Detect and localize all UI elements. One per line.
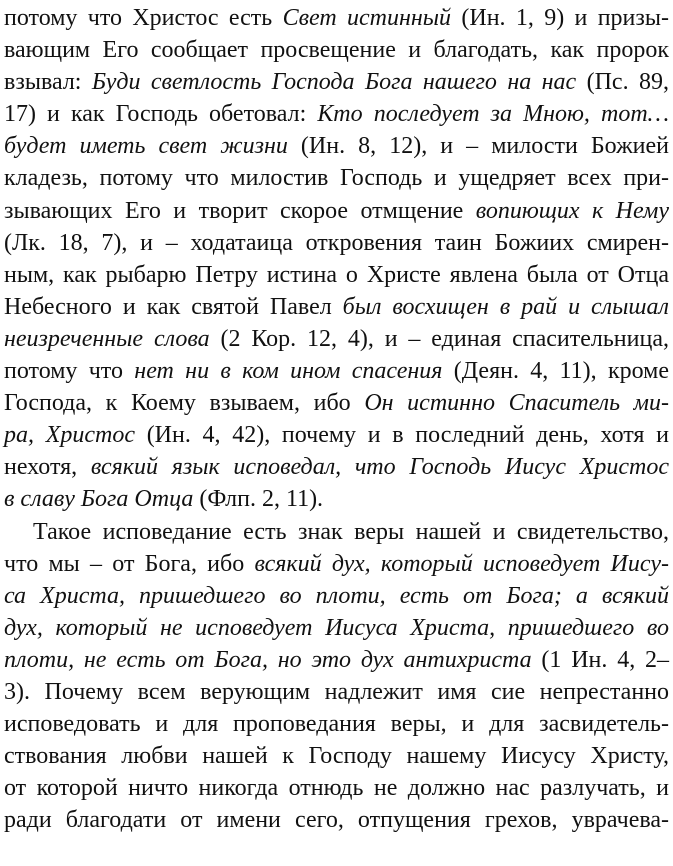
text-run: ным, как рыбарю Петру истина о Христе явлена была от Отца	[4, 261, 669, 288]
italic-quote: нет ни в ком ином спасения	[134, 358, 443, 385]
text-run: ствования любви нашей к Господу нашему Иисусу Христу,	[4, 743, 669, 770]
text-line	[4, 772, 669, 804]
text-line	[4, 451, 669, 483]
text-run: что мы – от Бога, ибо	[4, 550, 255, 577]
text-run: (Ин. 4, 42), почему и в последний день, хотя и	[135, 422, 670, 449]
text-run: исповедовать и для проповедания веры, и для засвидетель-	[4, 711, 669, 738]
text-run: Такое исповедание есть знак веры нашей и свидетельство,	[33, 518, 669, 545]
text-line	[4, 227, 669, 259]
text-line	[4, 804, 669, 836]
text-line	[4, 516, 669, 548]
italic-quote: дух, который не исповедует Иисуса Христа, пришедшего во	[4, 614, 669, 641]
text-line	[4, 580, 669, 612]
italic-quote: будет иметь свет жизни	[4, 133, 288, 160]
italic-quote: неизреченные слова	[4, 325, 210, 352]
text-run: (Ин. 8, 12), и – милости Божией	[287, 133, 669, 160]
text-run: (2 Кор. 12, 4), и – единая спасительница,	[209, 325, 669, 352]
text-line	[4, 130, 669, 162]
text-run: (Пс. 89,	[576, 69, 669, 96]
italic-quote: в славу Бога Отца	[4, 486, 194, 513]
text-line	[4, 355, 669, 387]
text-run: от которой ничто никогда отнюдь не должно нас разлучать, и	[4, 775, 669, 802]
text-line	[4, 259, 669, 291]
italic-quote: ра, Христос	[4, 422, 135, 449]
paragraph	[4, 516, 669, 837]
text-run: зывающих Его и творит скорое отмщение	[4, 197, 476, 224]
text-run: 3). Почему всем верующим надлежит имя сие непрестанно	[4, 678, 669, 705]
italic-quote: Он истинно Спаситель ми-	[364, 390, 669, 417]
italic-quote: плоти, не есть от Бога, но это дух антихриста	[4, 646, 532, 673]
text-line	[4, 612, 669, 644]
text-run: (Лк. 18, 7), и – ходатаица откровения таин Божиих смирен-	[4, 229, 669, 256]
text-line	[4, 676, 669, 708]
text-line	[4, 98, 669, 130]
text-line	[4, 291, 669, 323]
text-run: вающим Его сообщает просвещение и благодать, как пророк	[4, 37, 669, 64]
italic-quote: са Христа, пришедшего во плоти, есть от Бога; а всякий	[4, 582, 669, 609]
text-run: нехотя,	[4, 454, 91, 481]
text-run: потому что	[4, 358, 135, 385]
text-run: потому что Христос есть	[4, 5, 283, 31]
paragraph	[4, 2, 669, 516]
text-line	[4, 2, 669, 34]
italic-quote: всякий дух, который исповедует Иису-	[254, 550, 669, 577]
text-run: Господа, к Коему взываем, ибо	[4, 390, 365, 417]
text-line	[4, 740, 669, 772]
text-line	[4, 323, 669, 355]
text-run: кладезь, потому что милостив Господь и ущедряет всех при-	[4, 165, 669, 192]
text-line	[4, 483, 669, 515]
text-line	[4, 548, 669, 580]
text-run: Небесного и как святой Павел	[4, 293, 343, 320]
text-line	[4, 387, 669, 419]
text-run: 17) и как Господь обетовал:	[4, 101, 318, 128]
text-run: ради благодати от имени сего, отпущения грехов, уврачева-	[4, 807, 669, 834]
italic-quote: вопиющих к Нему	[475, 197, 669, 224]
text-run: (Ин. 1, 9) и призы-	[451, 5, 669, 31]
italic-quote: Свет истинный	[282, 5, 452, 31]
text-line	[4, 419, 669, 451]
text-line	[4, 34, 669, 66]
italic-quote: был восхищен в рай и слышал	[342, 293, 669, 320]
text-run: (Флп. 2, 11).	[193, 486, 324, 513]
italic-quote: Буди светлость Господа Бога нашего на нас	[91, 69, 577, 96]
text-line	[4, 644, 669, 676]
text-line	[4, 162, 669, 194]
text-line	[4, 708, 669, 740]
italic-quote: Кто последует за Мною, тот…	[317, 101, 670, 128]
italic-quote: всякий язык исповедал, что Господь Иисус Христос	[90, 454, 669, 481]
text-run: (1 Ин. 4, 2–	[531, 646, 669, 673]
text-line	[4, 66, 669, 98]
text-line	[4, 195, 669, 227]
text-run: (Деян. 4, 11), кроме	[442, 358, 670, 385]
text-run: взывал:	[4, 69, 92, 96]
